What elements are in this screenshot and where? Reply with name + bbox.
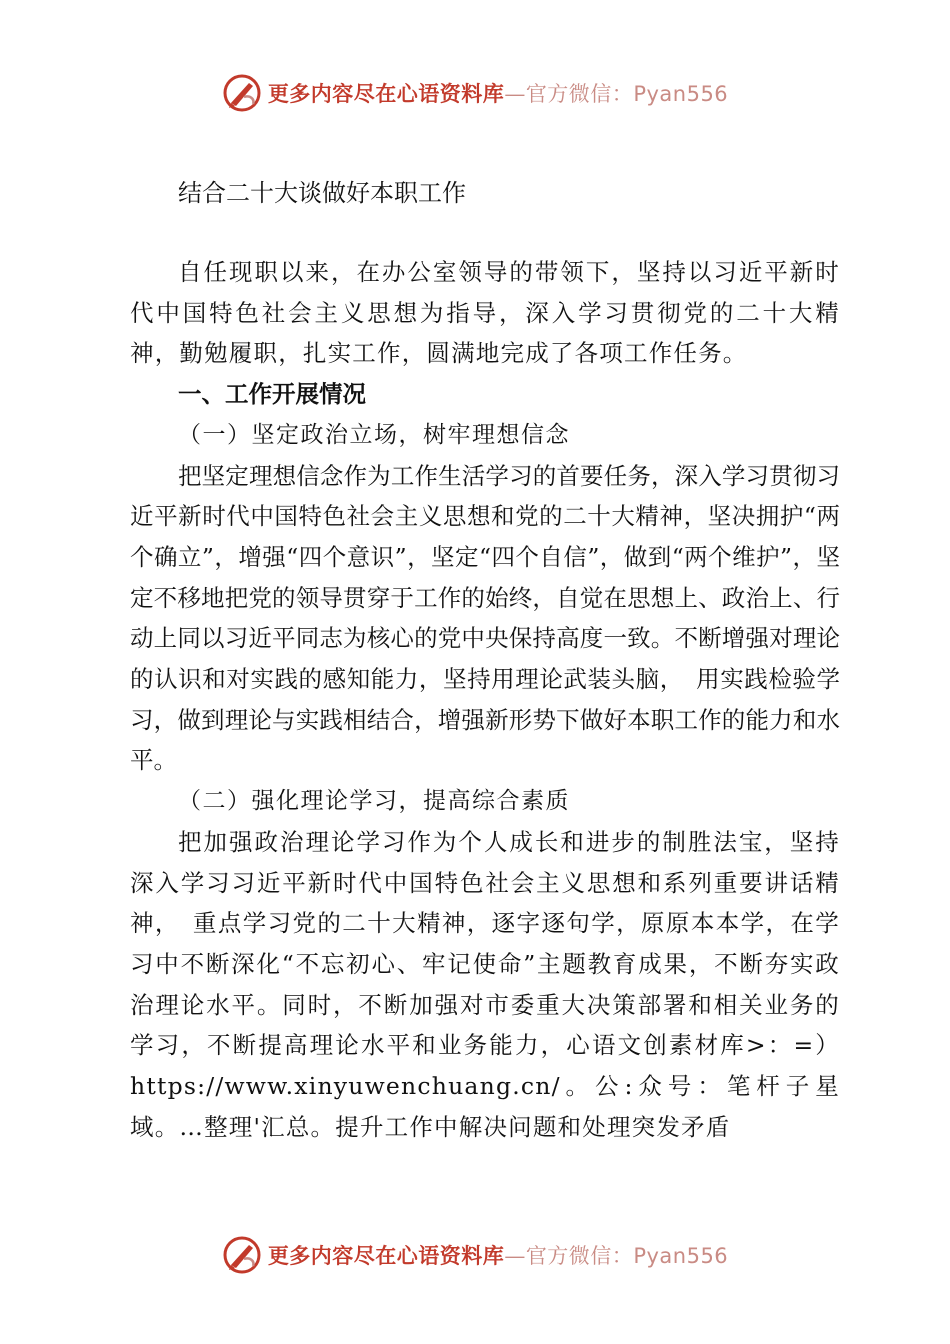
banner-text-strong: 更多内容尽在心语资料库 [267,1243,505,1268]
banner-text-strong: 更多内容尽在心语资料库 [267,81,505,106]
banner-text [268,1240,728,1270]
subsection-2-paragraph: 把加强政治理论学习作为个人成长和进步的制胜法宝，坚持深入学习习近平新时代中国特色社会主义思想和系列重要讲话精神， 重点学习党的二十大精神，逐字逐句学，原原本本学，在学习中不断深化“不忘初心、牢记使命”主题教育成果，不断夯实政治理论水平。同时，不断加强对市委重大决策部署和相关业务的学习，不断提高理论水平和业务能力，心语文创素材库>：=）https://www.xinyuwenchuang.cn/。公:众号：笔杆子星域。…整理'汇总。提升工作中解决问题和处理突发矛盾 [130,827,840,1141]
subsection-heading-2: （二）强化理论学习，提高综合素质 [178,788,570,815]
banner-dash: — [504,82,526,106]
pen-brush-logo-icon [222,1235,262,1275]
banner-wechat-id: Pyan556 [633,82,729,106]
header-banner [0,68,950,118]
subsection-1-paragraph: 把坚定理想信念作为工作生活学习的首要任务，深入学习贯彻习近平新时代中国特色社会主义思想和党的二十大精神，坚决拥护“两个确立”，增强“四个意识”，坚定“四个自信”，做到“两个维护”，坚定不移地把党的领导贯穿于工作的始终，自觉在思想上、政治上、行动上同以习近平同志为核心的党中央保持高度一致。不断增强对理论的认识和对实践的感知能力，坚持用理论武装头脑， 用实践检验学习，做到理论与实践相结合，增强新形势下做好本职工作的能力和水平。 [130,461,840,775]
document-title: 结合二十大谈做好本职工作 [178,179,466,207]
subsection-heading-1: （一）坚定政治立场，树牢理想信念 [178,421,570,448]
banner-dash: — [504,1244,526,1268]
banner-wechat-id: Pyan556 [633,1244,729,1268]
banner-text [268,78,728,108]
section-heading: 一、工作开展情况 [178,380,366,409]
intro-paragraph: 自任现职以来，在办公室领导的带领下，坚持以习近平新时代中国特色社会主义思想为指导，深入学习贯彻党的二十大精神，勤勉履职，扎实工作，圆满地完成了各项工作任务。 [130,258,840,368]
footer-banner [0,1230,950,1280]
banner-text-light: 官方微信： [525,82,634,106]
banner-text-light: 官方微信： [525,1244,634,1268]
spacer [130,216,840,252]
pen-brush-logo-icon [222,73,262,113]
document-body [130,170,840,1147]
